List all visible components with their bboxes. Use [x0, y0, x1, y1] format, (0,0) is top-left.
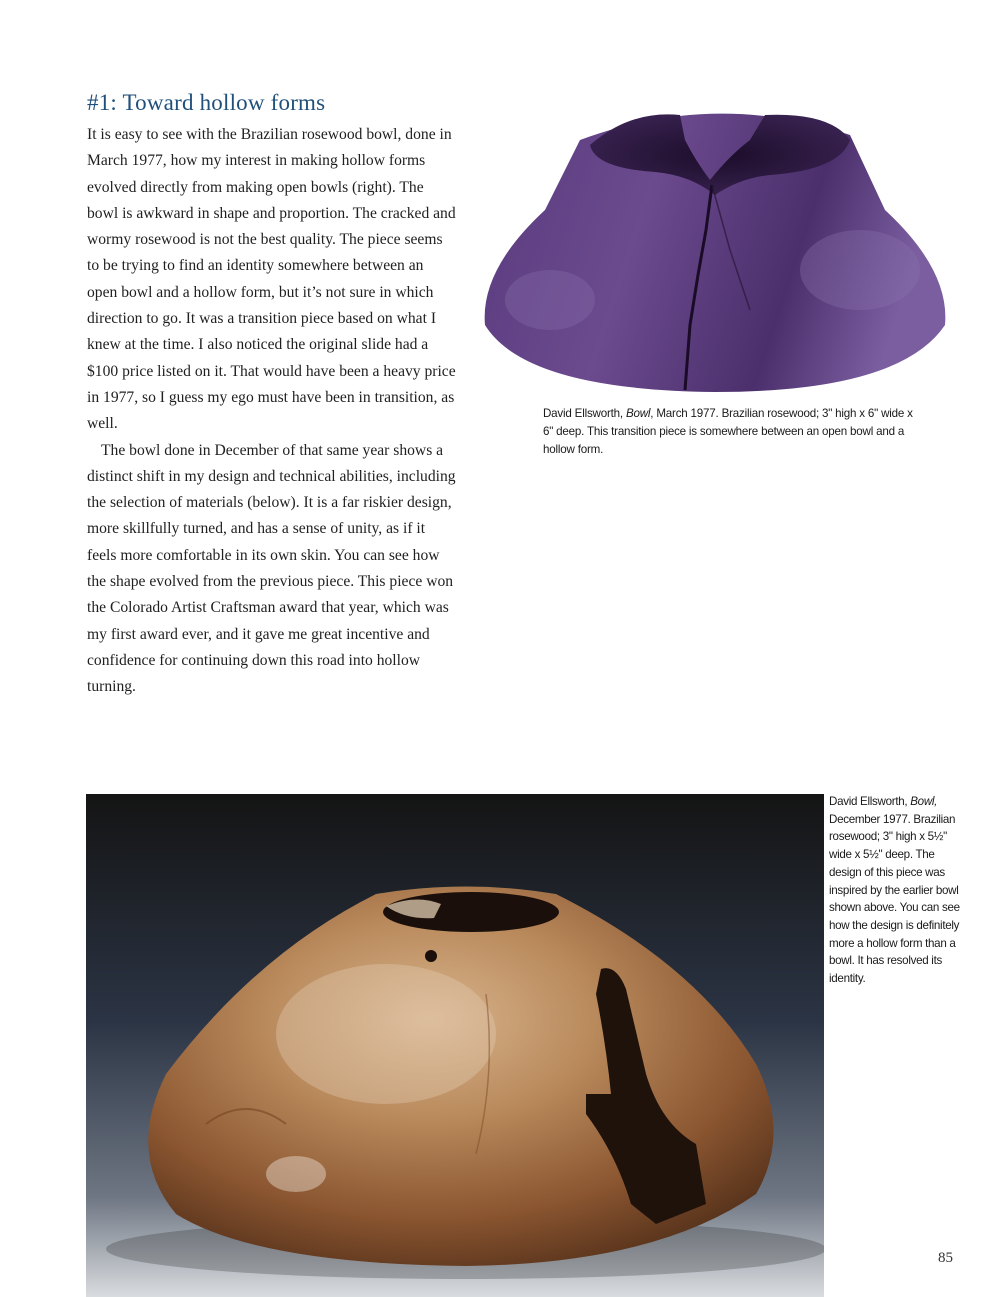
- caption1-artist: David Ellsworth,: [543, 407, 626, 420]
- paragraph-1: It is easy to see with the Brazilian rosewood bowl, done in March 1977, how my interest in making hollow forms evolved directly from making open bowls (right). The bowl is awkward in shape and proportion. The cracked and wormy rosewood is not the best quality. The piece seems to be trying to find an identity somewhere between an open bowl and a hollow form, but it’s not sure in which direction to go. It was a transition piece based on what I knew at the time. I also noticed the original slide had a $100 price listed on it. That would have been a heavy price in 1977, so I guess my ego must have been in transition, as well.: [87, 126, 456, 433]
- paragraph-2: The bowl done in December of that same year shows a distinct shift in my design and technical abilities, including the selection of materials (below). It is a far riskier design, more skillfully turned, and has a sense of unity, as if it feels more comfortable in its own skin. You can see how the shape evolved from the previous piece. This piece won the Colorado Artist Craftsman award that year, which was my first award ever, and it gave me great incentive and confidence for continuing down this road into hollow turning.: [87, 441, 456, 696]
- page-number: 85: [938, 1250, 953, 1266]
- caption2-text: December 1977. Brazilian rosewood; 3" high x 5½" wide x 5½" deep. The design of this piece was inspired by the earlier bowl shown above. You can see how the design is definitely more a hollow form than a bowl. It has resolved its identity.: [829, 812, 960, 986]
- caption2-artist: David Ellsworth,: [829, 795, 911, 808]
- caption2-title: Bowl,: [910, 795, 938, 808]
- body-text: [87, 122, 457, 701]
- section-heading: #1: Toward hollow forms: [87, 90, 326, 115]
- purple-bowl-photo: [480, 100, 950, 395]
- caption1-title: Bowl: [625, 407, 651, 420]
- caption-purple-bowl: [543, 405, 913, 459]
- caption1-text: , March 1977. Brazilian rosewood; 3" high x 6" wide x 6" deep. This transition piece is somewhere between an open bowl and a hollow form.: [543, 407, 913, 456]
- rosewood-hollow-form-photo: [86, 794, 824, 1297]
- caption-hollow-form: [829, 793, 969, 988]
